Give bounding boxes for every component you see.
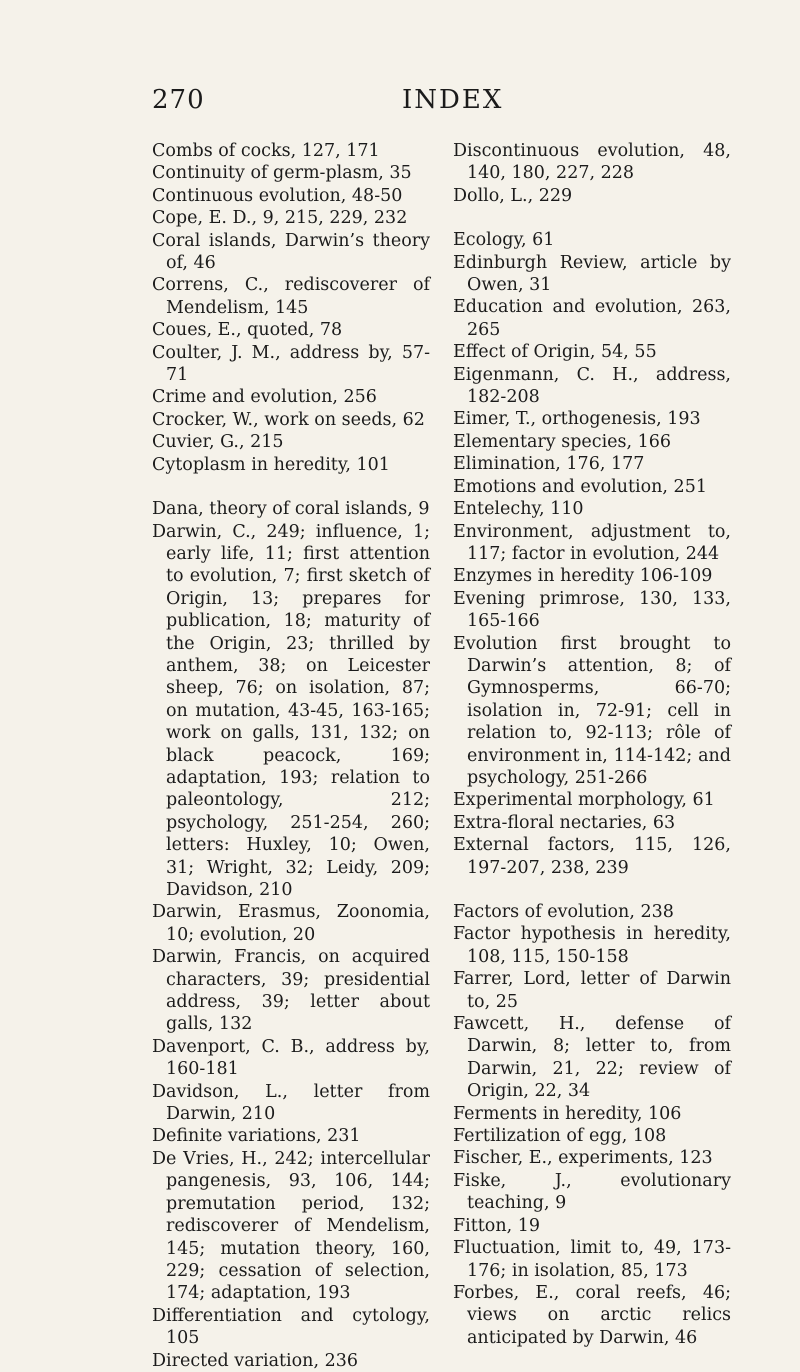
index-entry: Enzymes in heredity 106-109 <box>453 566 713 587</box>
index-entry: Dana, theory of coral islands, 9 <box>152 499 430 520</box>
running-head: INDEX <box>402 85 504 115</box>
left-index-column <box>152 140 430 1372</box>
index-entry: Continuous evolution, 48-50 <box>152 185 403 206</box>
index-entry: Coulter, J. M., address by, 57-71 <box>152 342 430 386</box>
index-entry: Fawcett, H., defense of Darwin, 8; letter to, from Darwin, 21, 22; review of Origin, 22, 34 <box>453 1014 731 1102</box>
letter-section-gap <box>453 207 731 229</box>
index-entry: Elementary species, 166 <box>453 431 672 452</box>
index-entry: Education and evolution, 263, 265 <box>453 297 731 340</box>
index-entry: Factors of evolution, 238 <box>453 902 674 922</box>
index-entry: Ecology, 61 <box>453 230 555 251</box>
letter-section-gap <box>152 476 430 498</box>
index-entry: Darwin, Francis, on acquired characters, 39; presidential address, 39; letter about galls, 132 <box>152 947 430 1035</box>
index-entry: Factor hypothesis in heredity, 108, 115, 150-158 <box>453 924 731 967</box>
right-index-column <box>453 140 731 1349</box>
index-entry: Coues, E., quoted, 78 <box>152 320 343 341</box>
index-entry: Discontinuous evolution, 48, 140, 180, 227, 228 <box>453 141 731 184</box>
index-entry: Forbes, E., coral reefs, 46; views on arctic relics anticipated by Darwin, 46 <box>453 1282 731 1348</box>
index-entry: Evening primrose, 130, 133, 165-166 <box>453 588 731 632</box>
index-entry: Differentiation and cytology, 105 <box>152 1305 430 1349</box>
index-entry: Davenport, C. B., address by, 160-181 <box>152 1036 430 1080</box>
index-entry: Combs of cocks, 127, 171 <box>152 141 380 161</box>
index-entry: Coral islands, Darwin’s theory of, 46 <box>152 230 430 274</box>
index-entry: Fitton, 19 <box>453 1215 541 1236</box>
index-entry: Farrer, Lord, letter of Darwin to, 25 <box>453 969 731 1012</box>
index-entry: Cytoplasm in heredity, 101 <box>152 454 390 475</box>
index-entry: Elimination, 176, 177 <box>453 454 645 475</box>
index-entry: Experimental morphology, 61 <box>453 790 715 811</box>
index-entry: De Vries, H., 242; intercellular pangenesis, 93, 106, 144; premutation period, 132; rediscoverer of Mendelism, 145; mutation theory, 160, 229; cessation of selection, 174; adaptation, 193 <box>152 1148 430 1304</box>
index-entry: Entelechy, 110 <box>453 499 584 520</box>
index-entry: Emotions and evolution, 251 <box>453 476 707 497</box>
index-entry: Fischer, E., experiments, 123 <box>453 1148 713 1169</box>
index-entry: Effect of Origin, 54, 55 <box>453 342 657 363</box>
index-entry: Directed variation, 236 <box>152 1350 358 1371</box>
index-entry: Eimer, T., orthogenesis, 193 <box>453 409 701 430</box>
index-entry: Davidson, L., letter from Darwin, 210 <box>152 1081 430 1125</box>
index-entry: Edinburgh Review, article by Owen, 31 <box>453 252 731 296</box>
index-entry: Eigenmann, C. H., address, 182-208 <box>453 364 731 408</box>
index-entry: Darwin, Erasmus, Zoonomia, 10; evolution, 20 <box>152 902 430 945</box>
index-entry: Definite variations, 231 <box>152 1126 361 1147</box>
index-entry: Cuvier, G., 215 <box>152 432 284 453</box>
index-entry: Cope, E. D., 9, 215, 229, 232 <box>152 208 408 229</box>
index-entry: Environment, adjustment to, 117; factor in evolution, 244 <box>453 521 731 564</box>
letter-section-gap <box>453 879 731 901</box>
index-entry: Evolution first brought to Darwin’s attention, 8; of Gymnosperms, 66-70; isolation in, 72-91; cell in relation to, 92-113; rôle of environment in, 114-142; and psychology, 251-266 <box>453 633 731 788</box>
page-header <box>0 85 800 125</box>
index-entry: Extra-floral nectaries, 63 <box>453 812 676 833</box>
index-entry: Dollo, L., 229 <box>453 185 573 206</box>
index-entry: Crime and evolution, 256 <box>152 387 377 408</box>
index-entry: Fertilization of egg, 108 <box>453 1126 667 1147</box>
index-entry: Correns, C., rediscoverer of Mendelism, 145 <box>152 275 430 318</box>
index-entry: Fiske, J., evolutionary teaching, 9 <box>453 1170 731 1214</box>
index-entry: Ferments in heredity, 106 <box>453 1103 682 1124</box>
index-entry: Darwin, C., 249; influence, 1; early life, 11; first attention to evolution, 7; first sketch of Origin, 13; prepares for publication, 18; maturity of the Origin, 23; thrilled by anthem, 38; on Leicester sheep, 76; on isolation, 87; on mutation, 43-45, 163-165; work on galls, 131, 132; on black peacock, 169; adaptation, 193; relation to paleontology, 212; psychology, 251-254, 260; letters: Huxley, 10; Owen, 31; Wright, 32; Leidy, 209; Davidson, 210 <box>152 521 430 900</box>
index-entry: Continuity of germ-plasm, 35 <box>152 163 412 184</box>
page-number: 270 <box>152 85 205 115</box>
index-entry: Fluctuation, limit to, 49, 173-176; in isolation, 85, 173 <box>453 1238 731 1281</box>
index-entry: External factors, 115, 126, 197-207, 238, 239 <box>453 835 731 878</box>
index-entry: Crocker, W., work on seeds, 62 <box>152 409 425 430</box>
